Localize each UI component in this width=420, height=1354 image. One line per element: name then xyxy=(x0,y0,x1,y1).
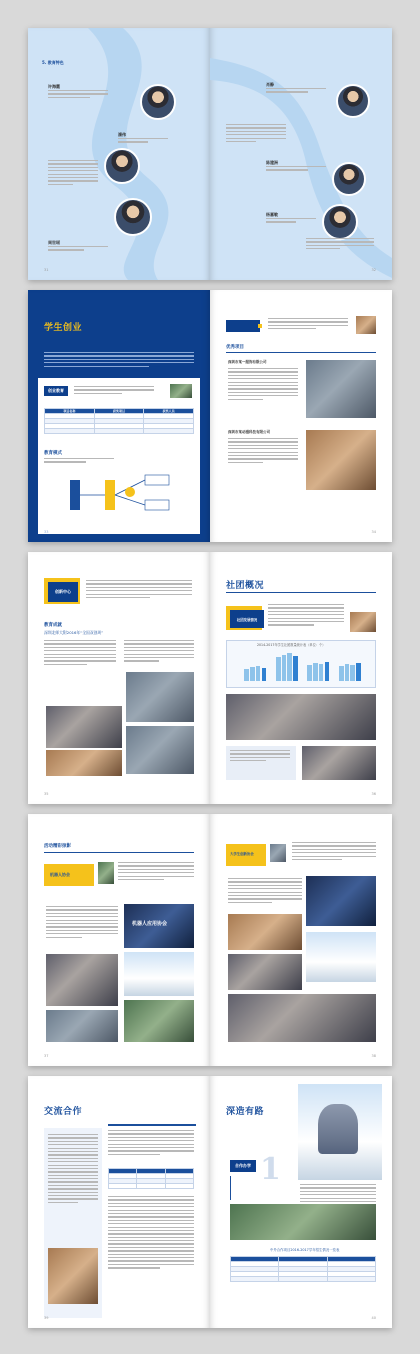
page-number-left: 35 xyxy=(44,792,49,796)
chart-bar xyxy=(307,665,312,681)
education-model-title: 教育模式 xyxy=(44,451,62,456)
profile-photo-3 xyxy=(114,198,152,236)
chapter-title: 学生创业 xyxy=(44,323,83,333)
chart-bar xyxy=(256,666,261,681)
photo-suit-display xyxy=(306,360,376,418)
profile-name-2: 潘伟 xyxy=(118,132,126,137)
spread-5 xyxy=(28,1076,392,1328)
profile-text-4 xyxy=(266,88,326,95)
page-37 xyxy=(28,814,210,1066)
page-number-left: 33 xyxy=(44,530,49,534)
decorative-numeral: 1 xyxy=(260,1152,281,1187)
event-text-right xyxy=(124,640,194,664)
profile-text-2 xyxy=(118,138,168,145)
page-38 xyxy=(210,814,392,1066)
enrollment-table-caption: 中外合作项目2016-2017学年招生情况一览表 xyxy=(270,1248,340,1252)
chart-bar xyxy=(313,663,318,681)
photo-club-fair xyxy=(226,694,376,740)
sidebar-panel xyxy=(44,1128,102,1318)
club-text xyxy=(268,604,344,628)
chart-bar xyxy=(350,665,355,681)
page-33 xyxy=(28,290,210,542)
photo-robot-table xyxy=(46,1010,118,1042)
quote-block xyxy=(226,746,296,780)
photo-stairs xyxy=(46,750,122,776)
profile-name-4: 肖静 xyxy=(266,82,274,87)
blackboard-illustration xyxy=(170,384,192,398)
photo-discussion xyxy=(126,672,194,722)
profile-name-5: 陈建洲 xyxy=(266,160,278,165)
divider xyxy=(226,352,376,353)
profile-photo-6 xyxy=(322,204,358,240)
robot-illustration xyxy=(98,862,114,884)
spread-3 xyxy=(28,552,392,804)
photo-crowd-wide xyxy=(228,994,376,1042)
spread-2 xyxy=(28,290,392,542)
profile-photo-1 xyxy=(140,84,176,120)
photo-robot-field xyxy=(124,952,194,996)
profile-photo-2 xyxy=(104,148,140,184)
profile-name-3: 周世瑶 xyxy=(48,240,60,245)
photo-hall xyxy=(306,932,376,982)
program-accent xyxy=(230,1176,290,1200)
page-40 xyxy=(210,1076,392,1328)
tag-entrepreneurship-education: 创业教育 xyxy=(44,386,68,396)
page-36 xyxy=(210,552,392,804)
banner-text: 机器人应用协会 xyxy=(132,921,168,927)
profile-text-1 xyxy=(48,90,108,100)
body-text-left xyxy=(48,160,98,187)
table-header-winners: 获奖人员 xyxy=(144,409,194,414)
exchange-table xyxy=(108,1168,194,1189)
tag-innovation-center: 创新中心 xyxy=(48,582,78,602)
body-text-right-bottom xyxy=(306,238,374,252)
photo-group-event xyxy=(228,954,302,990)
table-header-award: 获奖项目 xyxy=(94,409,144,414)
chart-bar xyxy=(293,656,298,681)
accent-square xyxy=(258,324,262,328)
profile-text-5 xyxy=(266,166,326,173)
profile-photo-4 xyxy=(336,84,370,118)
innovation-assoc-text xyxy=(292,842,376,862)
edu-text xyxy=(74,386,154,396)
page-number-right: 32 xyxy=(371,268,376,272)
company-name-1: 深圳市某一服饰有限公司 xyxy=(228,360,267,364)
photo-robot-banner xyxy=(124,904,194,948)
chart-bar xyxy=(276,657,281,681)
innovation-text xyxy=(86,580,192,600)
chart-bar xyxy=(282,655,287,681)
chart-frame xyxy=(226,640,376,688)
photo-robot-team xyxy=(46,954,118,1006)
photo-robot-arena xyxy=(124,1000,194,1042)
further-study-title: 深造有路 xyxy=(226,1107,265,1117)
tag-club-development: 社团发展情况 xyxy=(230,610,264,628)
profile-text-6 xyxy=(266,218,316,225)
photo-club-crowd xyxy=(302,746,376,780)
chart-bar xyxy=(250,667,255,681)
photo-group-yellow xyxy=(228,914,302,950)
page-number-right: 40 xyxy=(371,1316,376,1320)
tag-robot-association: 机器人协会 xyxy=(44,864,94,886)
club-overview-title: 社团概况 xyxy=(226,581,265,591)
page-39 xyxy=(28,1076,210,1328)
body-text-right xyxy=(226,124,286,144)
section-heading: 5. 教育特色 xyxy=(42,60,64,65)
chart-bar xyxy=(262,668,267,681)
page-35 xyxy=(28,552,210,804)
innovation-body-text xyxy=(228,878,302,905)
page-number-left: 39 xyxy=(44,1316,49,1320)
robot-body-text xyxy=(46,906,118,940)
page-number-left: 37 xyxy=(44,1054,49,1058)
company-text-1 xyxy=(228,368,298,402)
chart-bar xyxy=(356,663,361,681)
chart-bar xyxy=(319,664,324,681)
enrollment-table xyxy=(230,1256,376,1282)
photo-cartoon-characters xyxy=(306,430,376,490)
model-text xyxy=(44,458,114,465)
title-divider xyxy=(44,852,194,853)
event-text-left xyxy=(44,640,116,667)
chart-caption: 2014-2017年学生社团数量统计表（单位：个） xyxy=(257,643,326,647)
photo-lecture xyxy=(306,876,376,926)
divider-blue xyxy=(108,1124,196,1126)
club-illustration xyxy=(350,612,376,632)
table-header-project: 项目名称 xyxy=(45,409,95,414)
exchange-text-2 xyxy=(108,1196,194,1271)
intro-text xyxy=(44,352,194,369)
company-text-2 xyxy=(228,438,298,465)
chart-bar xyxy=(345,664,350,681)
tag-joint-program: 合作办学 xyxy=(230,1160,256,1172)
activity-highlights-title: 活动精彩掠影 xyxy=(44,844,71,849)
spread-4 xyxy=(28,814,392,1066)
page-number-right: 36 xyxy=(371,792,376,796)
award-table xyxy=(44,408,194,434)
bar-chart xyxy=(241,651,367,681)
page-32 xyxy=(210,28,392,280)
profile-photo-5 xyxy=(332,162,366,196)
education-achievement-title: 教育成就 xyxy=(44,623,62,628)
chart-bar xyxy=(287,653,292,681)
photo-graduation xyxy=(230,1204,376,1240)
award-illustration xyxy=(270,844,286,862)
page-34 xyxy=(210,290,392,542)
robot-text xyxy=(118,862,194,882)
model-diagram xyxy=(50,470,190,520)
title-divider xyxy=(226,592,376,593)
photo-couple xyxy=(48,1248,98,1304)
photo-booth xyxy=(126,726,194,774)
profile-name-6: 杨嘉敏 xyxy=(266,212,278,217)
excellent-projects-title: 优秀项目 xyxy=(226,345,244,350)
event-heading: 深圳北师大附2016年“全国双创周” xyxy=(44,630,104,635)
exchange-cooperation-title: 交流合作 xyxy=(44,1107,83,1117)
exchange-text-1 xyxy=(108,1130,194,1157)
chart-bar xyxy=(325,662,330,681)
spread-1 xyxy=(28,28,392,280)
photo-exhibition xyxy=(46,706,122,748)
park-text xyxy=(268,318,348,332)
photo-jumping-students xyxy=(298,1084,382,1180)
page-number-right: 38 xyxy=(371,1054,376,1058)
profile-text-3 xyxy=(48,246,108,253)
tag-innovation-association: 大学生创新协会 xyxy=(226,844,266,866)
chart-bar xyxy=(339,666,344,681)
page-number-left: 31 xyxy=(44,268,49,272)
chart-bar xyxy=(244,669,249,681)
profile-name-1: 许海霞 xyxy=(48,84,60,89)
page-31 xyxy=(28,28,210,280)
tag-entrepreneurship-park xyxy=(226,320,260,332)
company-name-2: 深圳市某动漫科技有限公司 xyxy=(228,430,270,434)
books-illustration xyxy=(356,316,376,334)
page-number-right: 34 xyxy=(371,530,376,534)
